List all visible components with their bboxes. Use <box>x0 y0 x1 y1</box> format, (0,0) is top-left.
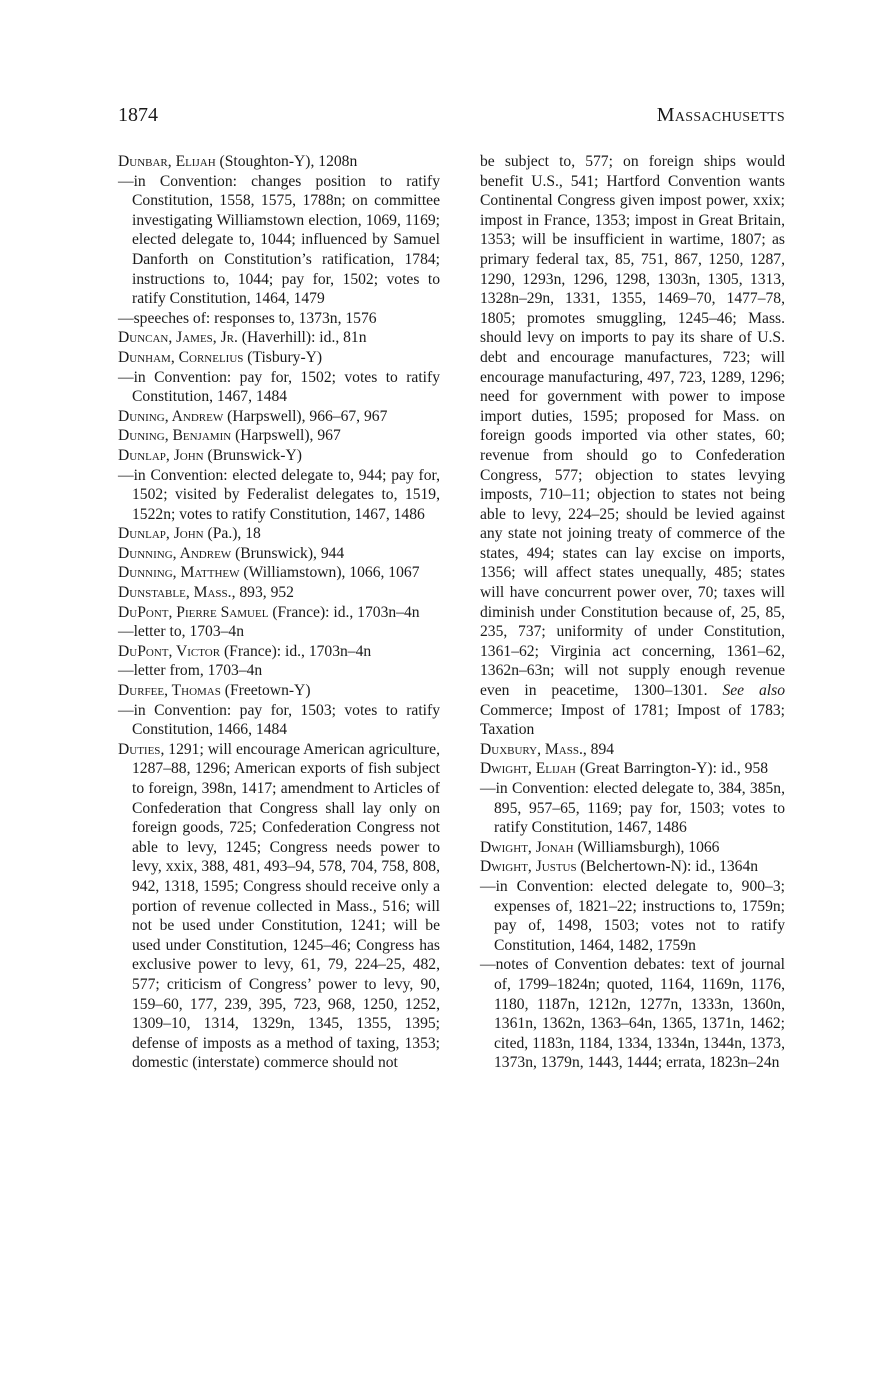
entry-text: —letter from, 1703–4n <box>118 662 263 680</box>
index-entry <box>480 740 785 760</box>
entry-text: —in Convention: elected delegate to, 384, 385n, 895, 957–65, 1169; pay for, 1503; votes to ratify Constitution, 1467, 1486 <box>480 780 785 837</box>
entry-text: —letter to, 1703–4n <box>118 623 245 641</box>
see-also-targets: Commerce; Impost of 1781; Impost of 1783; Taxation <box>480 701 785 739</box>
index-entry <box>118 603 440 623</box>
entry-text: be subject to, 577; on foreign ships would benefit U.S., 541; Hartford Convention wants Continental Congress given impost power, xxix; impost in France, 1353; impost in Great Britain, 1353; will be insufficient in wartime, 1807; as primary federal tax, 85, 751, 867, 1250, 1287, 1290, 1293n, 1296, 1298, 1303n, 1305, 1313, 1328n–29n, 1331, 1355, 1469–70, 1477–78, 1805; promotes smuggling, 1245–46; Mass. should levy on imports to pay its share of U.S. debt and encourage manufactures, 723; will encourage manufacturing, 497, 723, 1289, 1296; need for government with power to impose import duties, 1595; proposed for Mass. on foreign goods imported via other states, 60; revenue from should go to Confederation Congress, 577; objection to states levying imposts, 710–11; objection to states not being able to levy, 224–25; should be levied against any state not joining treaty of commerce of the states, 494; states can lay excise on imports, 1356; will affect states unequally, 485; states will have concurrent power over, 70; taxes will diminish under Constitution because of, 25, 85, 235, 737; uniformity of under Constitution, 1361–62; Virginia act concerning, 1361–62, 1362n–63n; will not supply enough revenue even in peacetime, 1300–1301. <box>480 153 785 700</box>
index-subentry <box>118 701 440 740</box>
entry-heading: Dunning, Andrew <box>118 544 232 562</box>
entry-heading: Dunning, Matthew <box>118 564 240 582</box>
entry-heading: Durfee, Thomas <box>118 682 221 700</box>
entry-heading: Dwight, Justus <box>480 858 577 876</box>
index-entry <box>118 583 440 603</box>
entry-heading: Dunham, Cornelius <box>118 348 244 366</box>
index-entry <box>118 681 440 701</box>
entry-heading: Duxbury, Mass. <box>480 740 583 758</box>
entry-text: (Great Barrington-Y): id., 958 <box>575 760 769 778</box>
entry-text: —in Convention: pay for, 1502; votes to ratify Constitution, 1467, 1484 <box>118 368 440 406</box>
index-entry <box>118 642 440 662</box>
index-subentry <box>118 172 440 309</box>
running-head <box>118 104 785 134</box>
index-entry <box>118 426 440 446</box>
entry-text: (Harpswell), 966–67, 967 <box>223 407 388 425</box>
entry-text: (France): id., 1703n–4n <box>220 642 372 660</box>
running-title: Massachusetts <box>656 104 785 126</box>
index-entry <box>118 563 440 583</box>
index-entry <box>118 446 440 466</box>
entry-heading: Duties <box>118 740 161 758</box>
entry-text: (Brunswick), 944 <box>231 544 345 562</box>
index-entry <box>480 857 785 877</box>
index-subentry <box>118 622 440 642</box>
entry-text: (Stoughton-Y), 1208n <box>215 153 358 170</box>
index-subentry <box>480 877 785 955</box>
entry-heading: Dunstable, Mass. <box>118 584 232 602</box>
entry-text: (Haverhill): id., 81n <box>237 329 367 347</box>
entry-text: —in Convention: elected delegate to, 900–3; expenses of, 1821–22; instructions to, 1759n; pay of, 1498, 1503; votes not to ratify Constitution, 1464, 1482, 1759n <box>480 877 785 954</box>
page-number: 1874 <box>118 104 158 126</box>
entry-text: —in Convention: changes position to ratify Constitution, 1558, 1575, 1788n; on committee investigating Williamstown election, 1069, 1169; elected delegate to, 1044; influenced by Samuel Danforth on Constitution’s ratification, 1784; instructions to, 1044; pay for, 1502; votes to ratify Constitution, 1464, 1479 <box>118 172 440 308</box>
index-subentry <box>480 779 785 838</box>
entry-heading: Duncan, James, Jr. <box>118 329 238 347</box>
entry-heading: DuPont, Pierre Samuel <box>118 603 269 621</box>
entry-heading: Dwight, Elijah <box>480 760 576 778</box>
entry-heading: Dunlap, John <box>118 446 204 464</box>
entry-text: , 893, 952 <box>231 584 294 602</box>
index-column-right <box>480 152 785 1073</box>
entry-text: (Tisbury-Y) <box>243 348 323 366</box>
entry-text: (Brunswick-Y) <box>203 446 302 464</box>
entry-text: —in Convention: elected delegate to, 944; pay for, 1502; visited by Federalist delegates to, 1519, 1522n; votes to ratify Constitution, 1467, 1486 <box>118 466 440 523</box>
entry-text: —notes of Convention debates: text of journal of, 1799–1824n; quoted, 1164, 1169n, 1176, 1180, 1187n, 1212n, 1277n, 1333n, 1360n, 1361n, 1362n, 1363–64n, 1365, 1371n, 1462; cited, 1183n, 1184, 1334, 1334n, 1344n, 1373, 1373n, 1379n, 1443, 1444; errata, 1823n–24n <box>480 956 785 1072</box>
entry-text: , 1291; will encourage American agriculture, 1287–88, 1296; American exports of fish subject to foreign, 398n, 1417; amendment to Articles of Confederation that Congress shall lay only on foreign goods, 725; Confederation Congress not able to levy, 1245; Congress needs power to levy, xxix, 388, 481, 493–94, 578, 704, 758, 808, 942, 1318, 1595; Congress should receive only a portion of revenue collected in Mass., 516; will not be used under Constitution, 1241; will be used under Constitution, 1245–46; Congress has exclusive power to levy, 61, 79, 224–25, 482, 577; criticism of Congress’ power to levy, 90, 159–60, 177, 239, 395, 723, 968, 1250, 1252, 1309–10, 1314, 1329n, 1345, 1355, 1395; defense of imposts as a method of taxing, 1353; domestic (interstate) commerce should not <box>132 740 440 1072</box>
entry-text: —in Convention: pay for, 1503; votes to ratify Constitution, 1466, 1484 <box>118 701 440 739</box>
index-entry <box>118 328 440 348</box>
entry-text: (Williamsburgh), 1066 <box>573 838 720 856</box>
entry-heading: Dwight, Jonah <box>480 838 574 856</box>
index-subentry <box>118 309 440 329</box>
index-entry <box>118 407 440 427</box>
index-entry <box>118 348 440 368</box>
see-also-label: See also <box>722 682 785 700</box>
entry-text: (Williamstown), 1066, 1067 <box>239 564 420 582</box>
entry-heading: Dunlap, John <box>118 525 204 543</box>
entry-heading: Duning, Benjamin <box>118 427 232 445</box>
index-continuation <box>480 152 785 740</box>
entry-text: (Belchertown-N): id., 1364n <box>576 858 759 876</box>
entry-heading: Duning, Andrew <box>118 407 224 425</box>
entry-text: —speeches of: responses to, 1373n, 1576 <box>118 309 377 327</box>
index-subentry <box>118 466 440 525</box>
entry-text: , 894 <box>582 740 615 758</box>
index-entry <box>118 740 440 1073</box>
index-entry <box>480 838 785 858</box>
entry-text: (Harpswell), 967 <box>231 427 341 445</box>
index-subentry <box>118 368 440 407</box>
index-subentry <box>118 661 440 681</box>
entry-heading: Dunbar, Elijah <box>118 153 216 170</box>
entry-text: (France): id., 1703n–4n <box>268 603 420 621</box>
index-entry <box>118 152 440 172</box>
entry-text: (Pa.), 18 <box>203 525 261 543</box>
index-column-left <box>118 152 440 1073</box>
index-entry <box>118 524 440 544</box>
entry-heading: DuPont, Victor <box>118 642 221 660</box>
index-entry <box>118 544 440 564</box>
index-subentry <box>480 955 785 1073</box>
index-entry <box>480 759 785 779</box>
entry-text: (Freetown-Y) <box>220 682 311 700</box>
